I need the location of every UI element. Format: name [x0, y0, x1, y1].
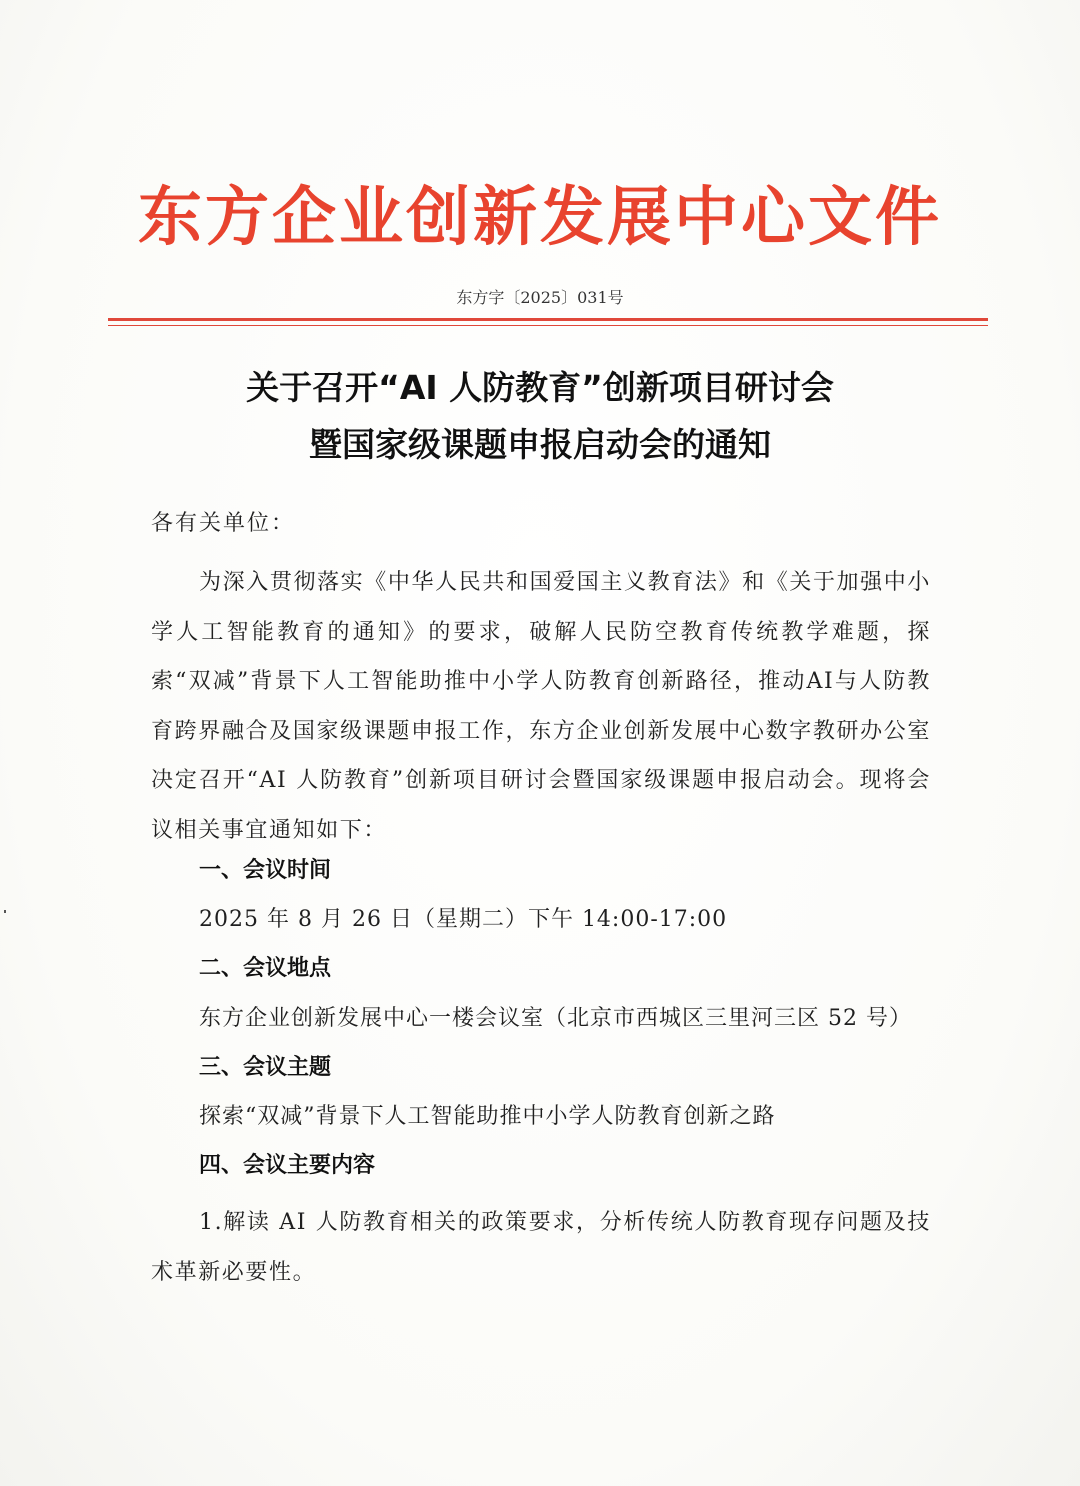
red-divider-thin	[108, 325, 988, 326]
section-content-location: 东方企业创新发展中心一楼会议室（北京市西城区三里河三区 52 号）	[199, 1006, 912, 1031]
issuer-title: 东方企业创新发展中心文件	[138, 181, 942, 255]
section-heading-theme: 三、会议主题	[199, 1055, 332, 1080]
content-item-1: 1.解读 AI 人防教育相关的政策要求，分析传统人防教育现存问题及技术革新必要性。	[151, 1210, 931, 1285]
notice-title-line-2: 暨国家级课题申报启动会的通知	[309, 425, 771, 464]
red-divider-thick	[108, 318, 988, 321]
scan-edge-mark	[4, 910, 6, 913]
section-heading-location: 二、会议地点	[199, 956, 332, 981]
salutation: 各有关单位：	[151, 511, 296, 536]
intro-paragraph: 为深入贯彻落实《中华人民共和国爱国主义教育法》和《关于加强中小学人工智能教育的通知》的要求，破解人民防空教育传统教学难题，探索“双减”背景下人工智能助推中小学人防教育创新路径，推动AI与人防教育跨界融合及国家级课题申报工作，东方企业创新发展中心数字教研办公室决定召开“AI 人防教育”创新项目研讨会暨国家级课题申报启动会。现将会议相关事宜通知如下：	[151, 570, 931, 843]
section-heading-time: 一、会议时间	[199, 858, 332, 883]
section-heading-main-content: 四、会议主要内容	[199, 1153, 376, 1178]
section-content-theme: 探索“双减”背景下人工智能助推中小学人防教育创新之路	[199, 1104, 776, 1129]
section-content-time: 2025 年 8 月 26 日（星期二）下午 14:00-17:00	[199, 907, 728, 932]
notice-title-line-1: 关于召开“AI 人防教育”创新项目研讨会	[246, 368, 834, 407]
document-number: 东方字〔2025〕031号	[456, 288, 624, 307]
